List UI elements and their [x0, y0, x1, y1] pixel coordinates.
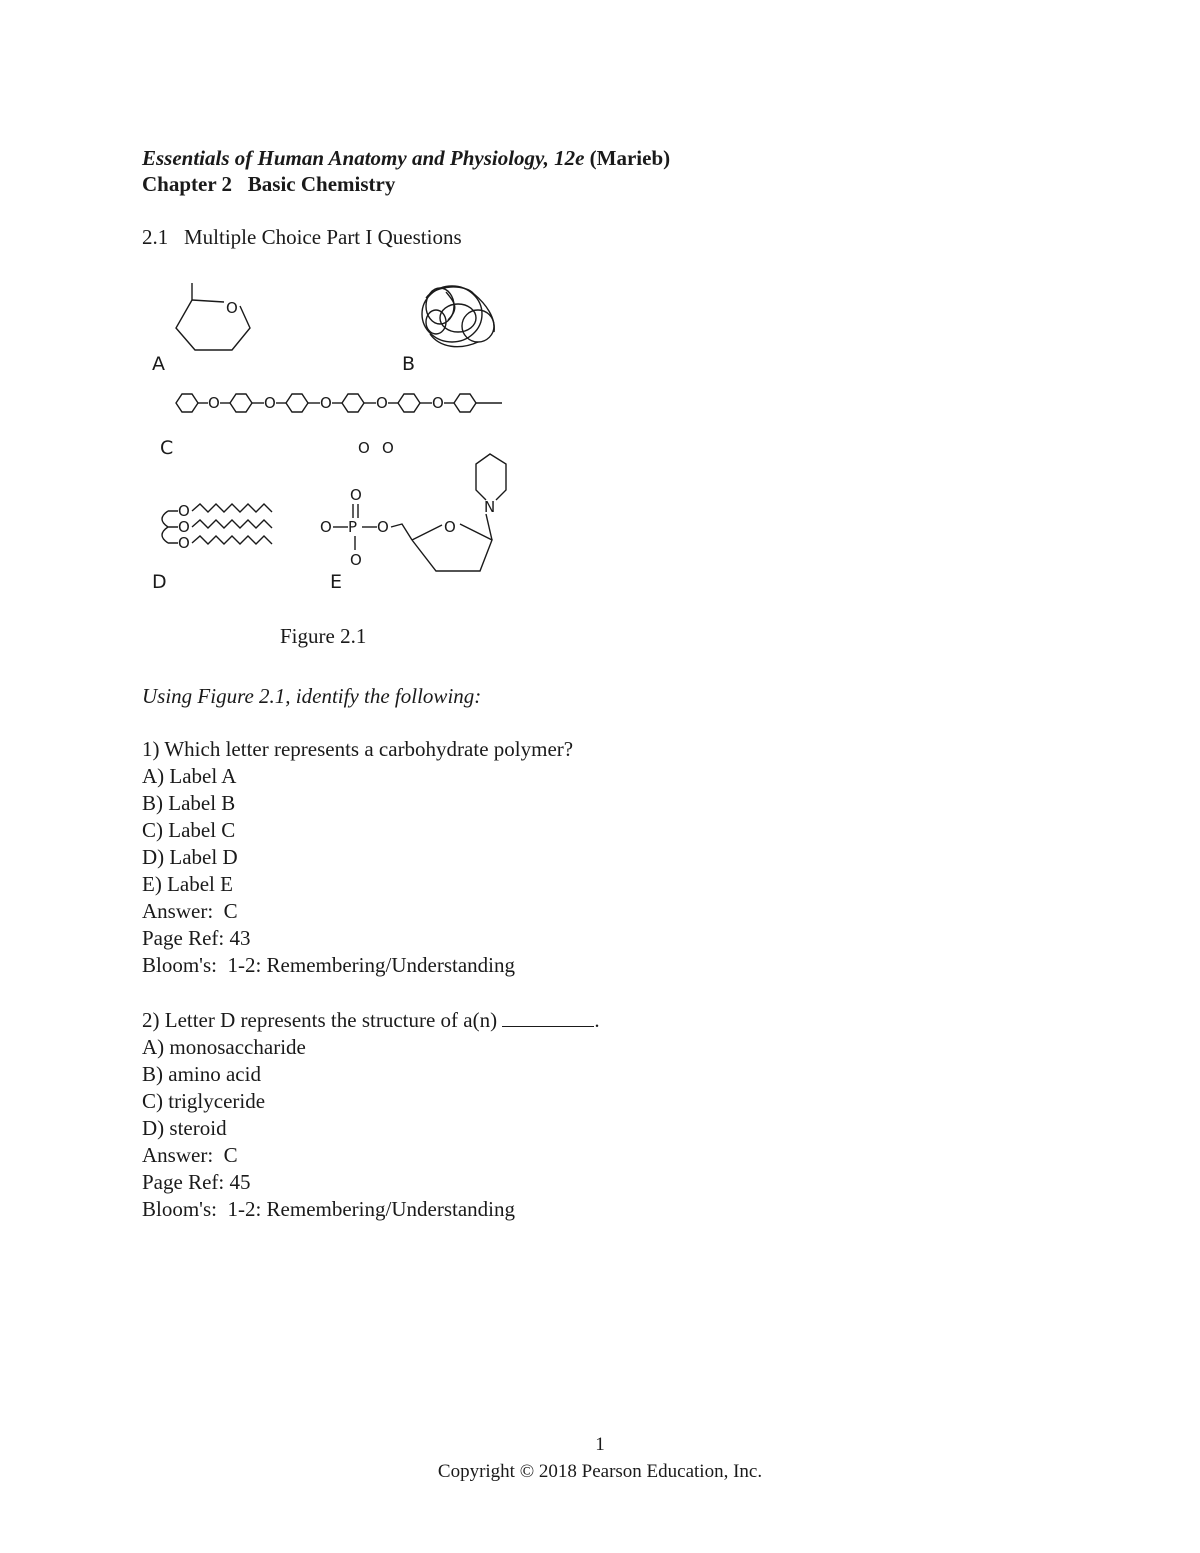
book-title [142, 145, 670, 172]
option: D) steroid [142, 1116, 227, 1140]
atom-o: O [178, 502, 190, 520]
option: A) Label A [142, 764, 237, 788]
question-stem [142, 1007, 600, 1034]
question-stem-end: . [594, 1008, 600, 1032]
option: E) Label E [142, 872, 233, 896]
chapter-heading: Chapter 2 Basic Chemistry [142, 172, 396, 196]
figure-label-c: C [160, 437, 174, 459]
atom-o: O [350, 486, 362, 504]
figure-2-1 [140, 278, 520, 598]
atom-n: N [484, 498, 496, 516]
question-stem: 1) Which letter represents a carbohydrate polymer? [142, 737, 574, 761]
figure-label-d: D [152, 571, 167, 593]
atom-o: O [226, 299, 238, 317]
instruction: Using Figure 2.1, identify the following: [142, 684, 482, 708]
atom-o: O [178, 518, 190, 536]
page-ref: Page Ref: 43 [142, 926, 251, 950]
question-1 [142, 736, 573, 979]
atom-o: O [350, 551, 362, 569]
section-heading: 2.1 Multiple Choice Part I Questions [142, 225, 462, 249]
figure-label-e: E [330, 571, 343, 593]
structure-d [152, 502, 272, 593]
atom-o: O [320, 394, 332, 412]
blooms-level: Bloom's: 1-2: Remembering/Understanding [142, 1197, 515, 1221]
option: D) Label D [142, 845, 238, 869]
option: C) triglyceride [142, 1089, 266, 1113]
atom-o: O [208, 394, 220, 412]
blooms-level: Bloom's: 1-2: Remembering/Understanding [142, 953, 515, 977]
option: C) Label C [142, 818, 236, 842]
figure-caption: Figure 2.1 [280, 624, 367, 648]
structure-a [152, 283, 250, 375]
atom-o: O [377, 518, 389, 536]
atom-o: O [178, 534, 190, 552]
copyright: Copyright © 2018 Pearson Education, Inc. [437, 1461, 763, 1482]
question-stem-text: 2) Letter D represents the structure of a(n) [142, 1008, 498, 1032]
answer: Answer: C [142, 1143, 238, 1167]
answer-blank [502, 1008, 594, 1027]
atom-o: O [358, 439, 370, 457]
figure-drawing [140, 278, 520, 598]
option: A) monosaccharide [142, 1035, 306, 1059]
atom-o: O [432, 394, 444, 412]
page-ref: Page Ref: 45 [142, 1170, 251, 1194]
structure-e [320, 454, 506, 593]
option: B) amino acid [142, 1062, 261, 1086]
atom-o: O [444, 518, 456, 536]
question-2 [142, 1007, 600, 1223]
figure-label-a: A [152, 353, 165, 375]
atom-o: O [382, 439, 394, 457]
book-title-text: Essentials of Human Anatomy and Physiology, 12e [142, 146, 585, 170]
figure-label-b: B [402, 353, 416, 375]
answer: Answer: C [142, 899, 238, 923]
atom-p: P [348, 518, 358, 536]
option: B) Label B [142, 791, 236, 815]
page-number: 1 [595, 1434, 605, 1455]
atom-o: O [320, 518, 332, 536]
atom-o: O [376, 394, 388, 412]
structure-b [402, 286, 494, 375]
structure-c [160, 394, 502, 459]
atom-o: O [264, 394, 276, 412]
author: (Marieb) [589, 146, 671, 170]
